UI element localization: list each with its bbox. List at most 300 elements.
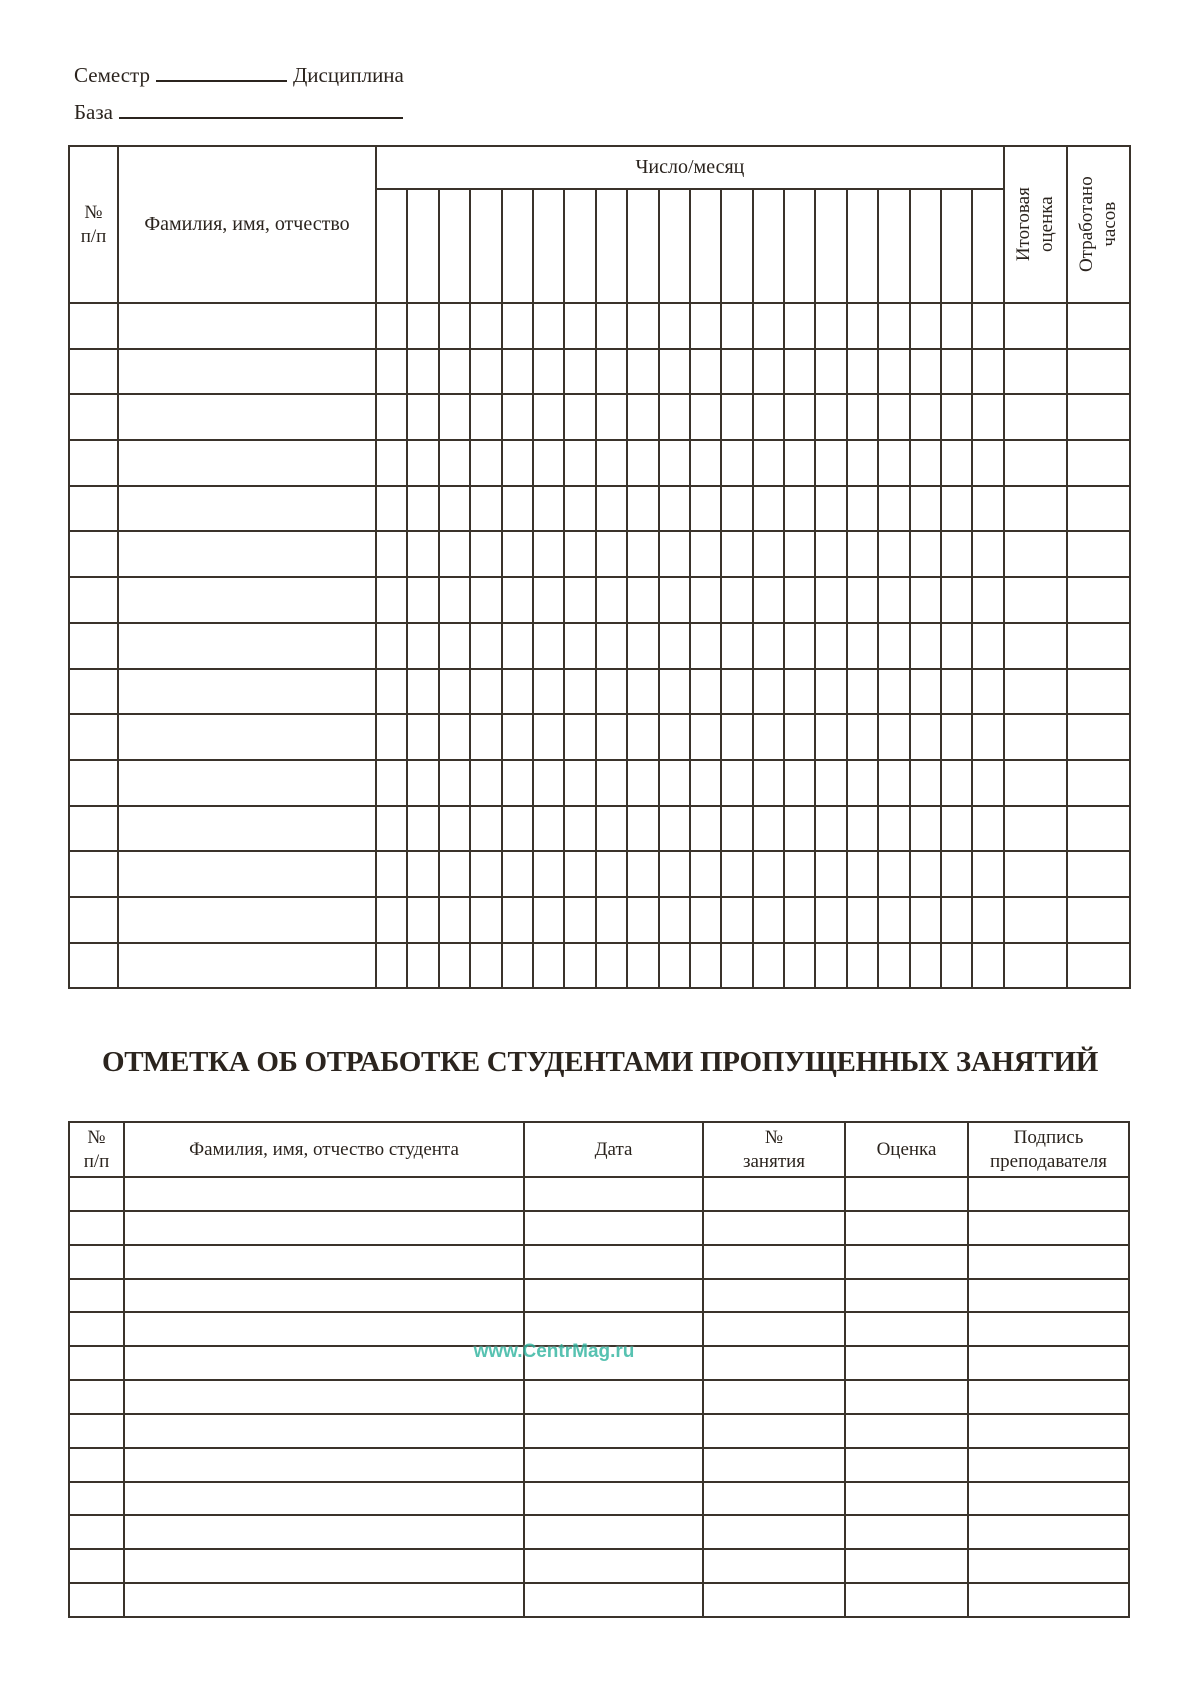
cell (1004, 394, 1067, 440)
cell (118, 349, 376, 395)
cell (407, 851, 438, 897)
cell (627, 806, 658, 852)
cell (878, 943, 909, 989)
date-column-cell (439, 189, 470, 303)
cell (910, 531, 941, 577)
cell (753, 623, 784, 669)
cell (69, 349, 118, 395)
cell (524, 1380, 703, 1414)
cell (847, 303, 878, 349)
cell (502, 577, 533, 623)
cell (407, 394, 438, 440)
cell (118, 531, 376, 577)
cell (972, 714, 1003, 760)
cell (941, 897, 972, 943)
cell (721, 440, 752, 486)
cell (815, 486, 846, 532)
cell (968, 1515, 1129, 1549)
cell (878, 349, 909, 395)
date-column-cell (815, 189, 846, 303)
col-header-date-month: Число/месяц (376, 146, 1004, 189)
cell (118, 440, 376, 486)
cell (118, 623, 376, 669)
cell (972, 806, 1003, 852)
cell (502, 897, 533, 943)
cell (878, 623, 909, 669)
cell (118, 943, 376, 989)
cell (470, 760, 501, 806)
cell (533, 303, 564, 349)
cell (69, 1549, 124, 1583)
cell (564, 851, 595, 897)
cell (407, 440, 438, 486)
cell (124, 1279, 524, 1313)
cell (703, 1549, 845, 1583)
cell (1067, 897, 1130, 943)
cell (470, 531, 501, 577)
cell (1004, 440, 1067, 486)
cell (659, 349, 690, 395)
attendance-table (68, 145, 1131, 989)
cell (815, 669, 846, 715)
cell (815, 440, 846, 486)
cell (753, 897, 784, 943)
table-row (69, 1448, 1129, 1482)
cell (1067, 303, 1130, 349)
cell (470, 623, 501, 669)
cell (878, 303, 909, 349)
cell (845, 1515, 968, 1549)
cell (753, 760, 784, 806)
cell (596, 851, 627, 897)
semester-discipline-row (74, 63, 404, 88)
cell (941, 669, 972, 715)
cell (847, 486, 878, 532)
cell (1004, 623, 1067, 669)
cell (972, 760, 1003, 806)
cell (533, 806, 564, 852)
cell (703, 1279, 845, 1313)
cell (753, 806, 784, 852)
cell (845, 1245, 968, 1279)
cell (627, 760, 658, 806)
table-row (69, 1346, 1129, 1380)
cell (968, 1245, 1129, 1279)
cell (69, 394, 118, 440)
cell (1004, 531, 1067, 577)
cell (1004, 943, 1067, 989)
cell (659, 669, 690, 715)
cell (69, 1448, 124, 1482)
cell (659, 440, 690, 486)
cell (69, 806, 118, 852)
cell (721, 623, 752, 669)
cell (815, 623, 846, 669)
date-column-cell (627, 189, 658, 303)
cell (533, 440, 564, 486)
cell (564, 806, 595, 852)
cell (690, 669, 721, 715)
cell (703, 1312, 845, 1346)
cell (407, 531, 438, 577)
cell (376, 851, 407, 897)
cell (968, 1312, 1129, 1346)
table-row (69, 943, 1130, 989)
watermark: www.CentrMag.ru (473, 1341, 635, 1362)
cell (439, 531, 470, 577)
cell (910, 440, 941, 486)
cell (784, 623, 815, 669)
cell (784, 897, 815, 943)
cell (972, 303, 1003, 349)
cell (596, 943, 627, 989)
table-row (69, 760, 1130, 806)
cell (878, 394, 909, 440)
cell (753, 851, 784, 897)
col-header-line: № (764, 1126, 784, 1148)
cell (439, 394, 470, 440)
cell (910, 394, 941, 440)
cell (564, 714, 595, 760)
cell (910, 851, 941, 897)
col-header (124, 1122, 524, 1177)
cell (815, 303, 846, 349)
cell (564, 760, 595, 806)
cell (627, 394, 658, 440)
cell (690, 486, 721, 532)
cell (502, 440, 533, 486)
cell (69, 1482, 124, 1516)
cell (910, 349, 941, 395)
cell (596, 669, 627, 715)
cell (690, 897, 721, 943)
cell (847, 806, 878, 852)
cell (124, 1380, 524, 1414)
cell (564, 303, 595, 349)
cell (972, 440, 1003, 486)
cell (502, 303, 533, 349)
date-column-cell (721, 189, 752, 303)
cell (941, 943, 972, 989)
cell (470, 714, 501, 760)
cell (533, 531, 564, 577)
cell (407, 623, 438, 669)
cell (815, 943, 846, 989)
cell (784, 806, 815, 852)
cell (69, 1515, 124, 1549)
cell (1067, 349, 1130, 395)
cell (439, 669, 470, 715)
col-header-line: преподавателя (990, 1150, 1107, 1172)
cell (753, 669, 784, 715)
cell (627, 943, 658, 989)
cell (972, 349, 1003, 395)
cell (533, 394, 564, 440)
cell (845, 1414, 968, 1448)
cell (784, 714, 815, 760)
cell (784, 531, 815, 577)
date-column-cell (659, 189, 690, 303)
cell (1004, 303, 1067, 349)
cell (627, 897, 658, 943)
cell (815, 897, 846, 943)
cell (703, 1414, 845, 1448)
cell (1004, 806, 1067, 852)
cell (118, 897, 376, 943)
cell (596, 303, 627, 349)
cell (659, 303, 690, 349)
cell (564, 440, 595, 486)
table-row (69, 577, 1130, 623)
cell (124, 1482, 524, 1516)
cell (703, 1482, 845, 1516)
cell (784, 486, 815, 532)
cell (690, 943, 721, 989)
cell (690, 806, 721, 852)
cell (124, 1515, 524, 1549)
cell (376, 714, 407, 760)
cell (524, 1583, 703, 1617)
cell (376, 486, 407, 532)
cell (659, 760, 690, 806)
cell (502, 623, 533, 669)
cell (524, 1245, 703, 1279)
cell (753, 394, 784, 440)
date-column-cell (690, 189, 721, 303)
cell (124, 1549, 524, 1583)
base-blank-line (119, 103, 403, 119)
cell (524, 1279, 703, 1313)
cell (407, 577, 438, 623)
cell (627, 531, 658, 577)
cell (69, 440, 118, 486)
cell (439, 714, 470, 760)
cell (878, 806, 909, 852)
cell (703, 1515, 845, 1549)
cell (533, 486, 564, 532)
cell (533, 349, 564, 395)
cell (124, 1346, 524, 1380)
cell (118, 714, 376, 760)
cell (941, 760, 972, 806)
cell (847, 897, 878, 943)
cell (910, 486, 941, 532)
col-header-final-grade (1004, 146, 1067, 303)
cell (721, 943, 752, 989)
table-row (69, 714, 1130, 760)
col-header (703, 1122, 845, 1177)
cell (941, 714, 972, 760)
table-row (69, 1211, 1129, 1245)
cell (502, 349, 533, 395)
cell (972, 669, 1003, 715)
cell (596, 440, 627, 486)
date-column-cell (470, 189, 501, 303)
cell (721, 851, 752, 897)
cell (124, 1177, 524, 1211)
cell (118, 760, 376, 806)
cell (596, 531, 627, 577)
cell (968, 1549, 1129, 1583)
cell (690, 303, 721, 349)
cell (972, 486, 1003, 532)
cell (533, 577, 564, 623)
cell (596, 394, 627, 440)
cell (564, 897, 595, 943)
cell (439, 897, 470, 943)
cell (1067, 851, 1130, 897)
cell (721, 714, 752, 760)
cell (407, 897, 438, 943)
cell (627, 714, 658, 760)
cell (470, 806, 501, 852)
cell (847, 440, 878, 486)
cell (941, 303, 972, 349)
cell (524, 1448, 703, 1482)
table-row (69, 1177, 1129, 1211)
cell (721, 531, 752, 577)
cell (941, 623, 972, 669)
cell (784, 760, 815, 806)
cell (815, 760, 846, 806)
cell (721, 897, 752, 943)
cell (524, 1177, 703, 1211)
table-row (69, 440, 1130, 486)
cell (1067, 531, 1130, 577)
cell (376, 440, 407, 486)
cell (596, 486, 627, 532)
cell (376, 577, 407, 623)
cell (815, 394, 846, 440)
cell (968, 1414, 1129, 1448)
cell (721, 394, 752, 440)
semester-label: Семестр (74, 63, 150, 87)
cell (845, 1279, 968, 1313)
cell (968, 1279, 1129, 1313)
cell (721, 760, 752, 806)
cell (968, 1211, 1129, 1245)
cell (524, 1515, 703, 1549)
cell (847, 623, 878, 669)
cell (124, 1312, 524, 1346)
cell (659, 394, 690, 440)
cell (407, 760, 438, 806)
cell (470, 943, 501, 989)
cell (784, 349, 815, 395)
cell (564, 943, 595, 989)
cell (753, 349, 784, 395)
cell (524, 1211, 703, 1245)
cell (1067, 577, 1130, 623)
col-header-line: Подпись (1013, 1126, 1084, 1148)
base-label: База (74, 100, 113, 124)
cell (784, 394, 815, 440)
cell (439, 440, 470, 486)
final-grade-rotated-wrap (1005, 149, 1066, 300)
cell (439, 623, 470, 669)
cell (69, 623, 118, 669)
cell (753, 943, 784, 989)
cell (376, 303, 407, 349)
cell (910, 623, 941, 669)
cell (69, 1312, 124, 1346)
cell (721, 669, 752, 715)
cell (524, 1549, 703, 1583)
cell (407, 943, 438, 989)
cell (376, 806, 407, 852)
cell (524, 1346, 703, 1380)
cell (627, 669, 658, 715)
cell (69, 577, 118, 623)
cell (118, 806, 376, 852)
table-row (69, 1583, 1129, 1617)
cell (815, 714, 846, 760)
table-row (69, 303, 1130, 349)
cell (470, 349, 501, 395)
cell (1004, 760, 1067, 806)
cell (878, 577, 909, 623)
discipline-label: Дисциплина (292, 63, 404, 87)
cell (941, 806, 972, 852)
table-row (69, 669, 1130, 715)
cell (659, 943, 690, 989)
cell (659, 851, 690, 897)
col-header (845, 1122, 968, 1177)
cell (703, 1583, 845, 1617)
cell (847, 714, 878, 760)
cell (910, 577, 941, 623)
cell (564, 394, 595, 440)
cell (847, 943, 878, 989)
cell (878, 714, 909, 760)
cell (69, 1245, 124, 1279)
cell (968, 1482, 1129, 1516)
col-header-worked-hours (1067, 146, 1130, 303)
cell (659, 623, 690, 669)
cell (968, 1583, 1129, 1617)
cell (815, 577, 846, 623)
cell (847, 394, 878, 440)
cell (376, 669, 407, 715)
cell (564, 486, 595, 532)
cell (972, 531, 1003, 577)
cell (972, 897, 1003, 943)
cell (972, 623, 1003, 669)
cell (847, 577, 878, 623)
date-column-cell (533, 189, 564, 303)
cell (533, 669, 564, 715)
table-row (69, 1245, 1129, 1279)
cell (968, 1346, 1129, 1380)
cell (847, 349, 878, 395)
cell (910, 760, 941, 806)
cell (878, 669, 909, 715)
cell (502, 760, 533, 806)
cell (118, 486, 376, 532)
date-column-cell (847, 189, 878, 303)
cell (721, 349, 752, 395)
cell (502, 943, 533, 989)
cell (659, 486, 690, 532)
number-label-line2: п/п (80, 225, 107, 247)
cell (502, 806, 533, 852)
cell (753, 577, 784, 623)
cell (596, 349, 627, 395)
cell (533, 623, 564, 669)
table-row (69, 806, 1130, 852)
cell (1067, 760, 1130, 806)
cell (1004, 486, 1067, 532)
